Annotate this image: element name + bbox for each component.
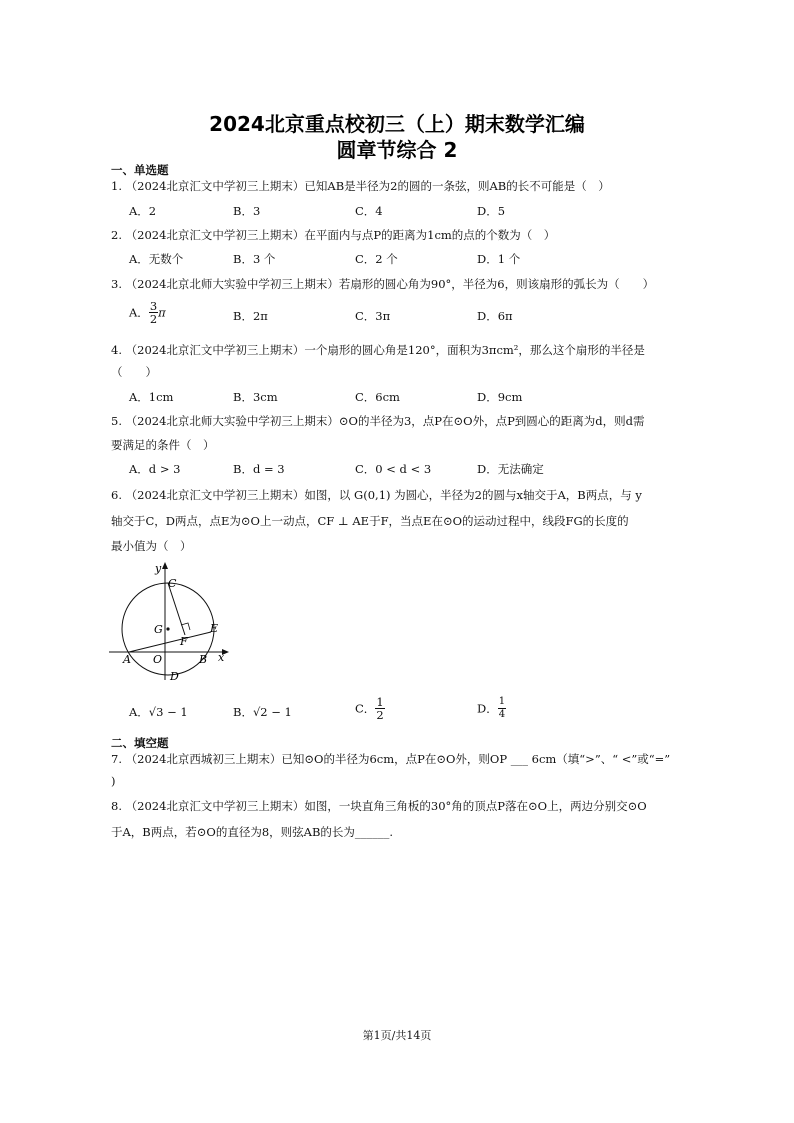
q4-option-d: D．9cm — [477, 390, 523, 404]
q6-option-c-denominator: 2 — [376, 708, 384, 722]
line-ae — [129, 632, 211, 652]
q2-option-c: C．2 个 — [355, 252, 398, 266]
q6-option-b: B．√2 − 1 — [233, 705, 292, 719]
q6-option-d — [477, 696, 506, 721]
q3-option-a-label: A． — [129, 305, 149, 320]
question-5-stem-cont: 要满足的条件（ ） — [111, 438, 215, 452]
question-6-stem: 6. （2024北京汇文中学初三上期末）如图，以 G(0,1) 为圆心，半径为2的圆与x轴交于A，B两点，与 y — [111, 488, 642, 502]
section-fill-blank: 二、填空题 — [111, 736, 169, 750]
q6-option-c — [355, 696, 385, 721]
q1-option-d: D．5 — [477, 204, 506, 218]
q4-option-b: B．3cm — [233, 390, 278, 404]
q3-option-a-numerator: 3 — [149, 299, 158, 313]
q1-option-b: B．3 — [233, 204, 261, 218]
label-o: O — [153, 653, 163, 666]
label-b: B — [199, 653, 208, 666]
q6-option-c-label: C． — [355, 701, 376, 716]
question-6-stem-cont: 轴交于C，D两点，点E为⊙O上一动点，CF ⊥ AE于F，当点E在⊙O的运动过程中，线段FG的长度的 — [111, 514, 629, 528]
question-2-stem: 2. （2024北京汇文中学初三上期末）在平面内与点P的距离为1cm的点的个数为（ ） — [111, 228, 556, 242]
line-cf — [168, 583, 185, 635]
label-c: C — [168, 577, 177, 590]
question-4-stem: 4. （2024北京汇文中学初三上期末）一个扇形的圆心角是120°，面积为3πcm²，那么这个扇形的半径是 — [111, 343, 645, 357]
q3-option-a-pi: π — [158, 305, 166, 320]
question-8-stem-cont: 于A，B两点，若⊙O的直径为8，则弦AB的长为______. — [111, 825, 394, 839]
q4-option-a: A．1cm — [129, 390, 174, 404]
label-g: G — [154, 623, 163, 636]
q6-option-c-numerator: 1 — [376, 695, 384, 709]
q2-option-b: B．3 个 — [233, 252, 276, 266]
q1-option-c: C．4 — [355, 204, 383, 218]
q3-option-a-denominator: 2 — [149, 312, 158, 326]
q3-option-a-fraction — [149, 300, 158, 325]
label-d: D — [170, 670, 179, 683]
q6-option-d-numerator: 1 — [498, 696, 506, 707]
q6-option-d-denominator: 4 — [498, 709, 506, 720]
question-7-stem: 7. （2024北京西城初三上期末）已知⊙O的半径为6cm，点P在⊙O外，则OP ___ 6cm（填“>”、“ <”或“=” — [111, 752, 671, 766]
question-3-stem: 3. （2024北京北师大实验中学初三上期末）若扇形的圆心角为90°，半径为6，则该扇形的弧长为（ ） — [111, 277, 655, 291]
label-e: E — [210, 622, 219, 635]
q2-option-d: D．1 个 — [477, 252, 521, 266]
question-1-stem: 1. （2024北京汇文中学初三上期末）已知AB是半径为2的圆的一条弦，则AB的长不可能是（ ） — [111, 179, 610, 193]
q5-option-c: C．0 < d < 3 — [355, 462, 432, 476]
section-single-choice: 一、单选题 — [111, 163, 169, 177]
question-6-stem-cont2: 最小值为（ ） — [111, 539, 192, 553]
q5-option-b: B．d = 3 — [233, 462, 285, 476]
label-f: F — [180, 635, 188, 648]
question-4-stem-cont: （ ） — [111, 365, 157, 379]
q5-option-a: A．d > 3 — [129, 462, 181, 476]
question-8-stem: 8. （2024北京汇文中学初三上期末）如图，一块直角三角板的30°角的顶点P落在⊙O上，两边分别交⊙O — [111, 799, 647, 813]
q6-option-c-fraction — [375, 696, 384, 721]
question-7-stem-cont: ) — [111, 774, 116, 788]
q3-option-d: D．6π — [477, 309, 513, 323]
q3-option-b: B．2π — [233, 309, 268, 323]
document-subtitle: 圆章节综合 2 — [336, 138, 458, 162]
q6-option-a: A．√3 − 1 — [129, 705, 188, 719]
page-footer: 第1页/共14页 — [362, 1029, 432, 1042]
question-5-stem: 5. （2024北京北师大实验中学初三上期末）⊙O的半径为3，点P在⊙O外，点P到圆心的距离为d，则d需 — [111, 414, 645, 428]
q6-option-d-label: D． — [477, 701, 498, 716]
document-title: 2024北京重点校初三（上）期末数学汇编 — [209, 112, 585, 136]
q4-option-c: C．6cm — [355, 390, 400, 404]
label-x: x — [218, 651, 225, 664]
label-a: A — [123, 653, 131, 666]
q2-option-a: A．无数个 — [129, 252, 184, 266]
q5-option-d: D．无法确定 — [477, 462, 544, 476]
y-axis-arrow — [162, 562, 168, 569]
label-y: y — [155, 562, 162, 575]
q3-option-a — [129, 300, 166, 325]
q1-option-a: A．2 — [129, 204, 157, 218]
q6-figure — [105, 560, 235, 685]
q6-option-d-fraction — [498, 696, 506, 721]
q3-option-c: C．3π — [355, 309, 391, 323]
point-g — [166, 627, 169, 630]
